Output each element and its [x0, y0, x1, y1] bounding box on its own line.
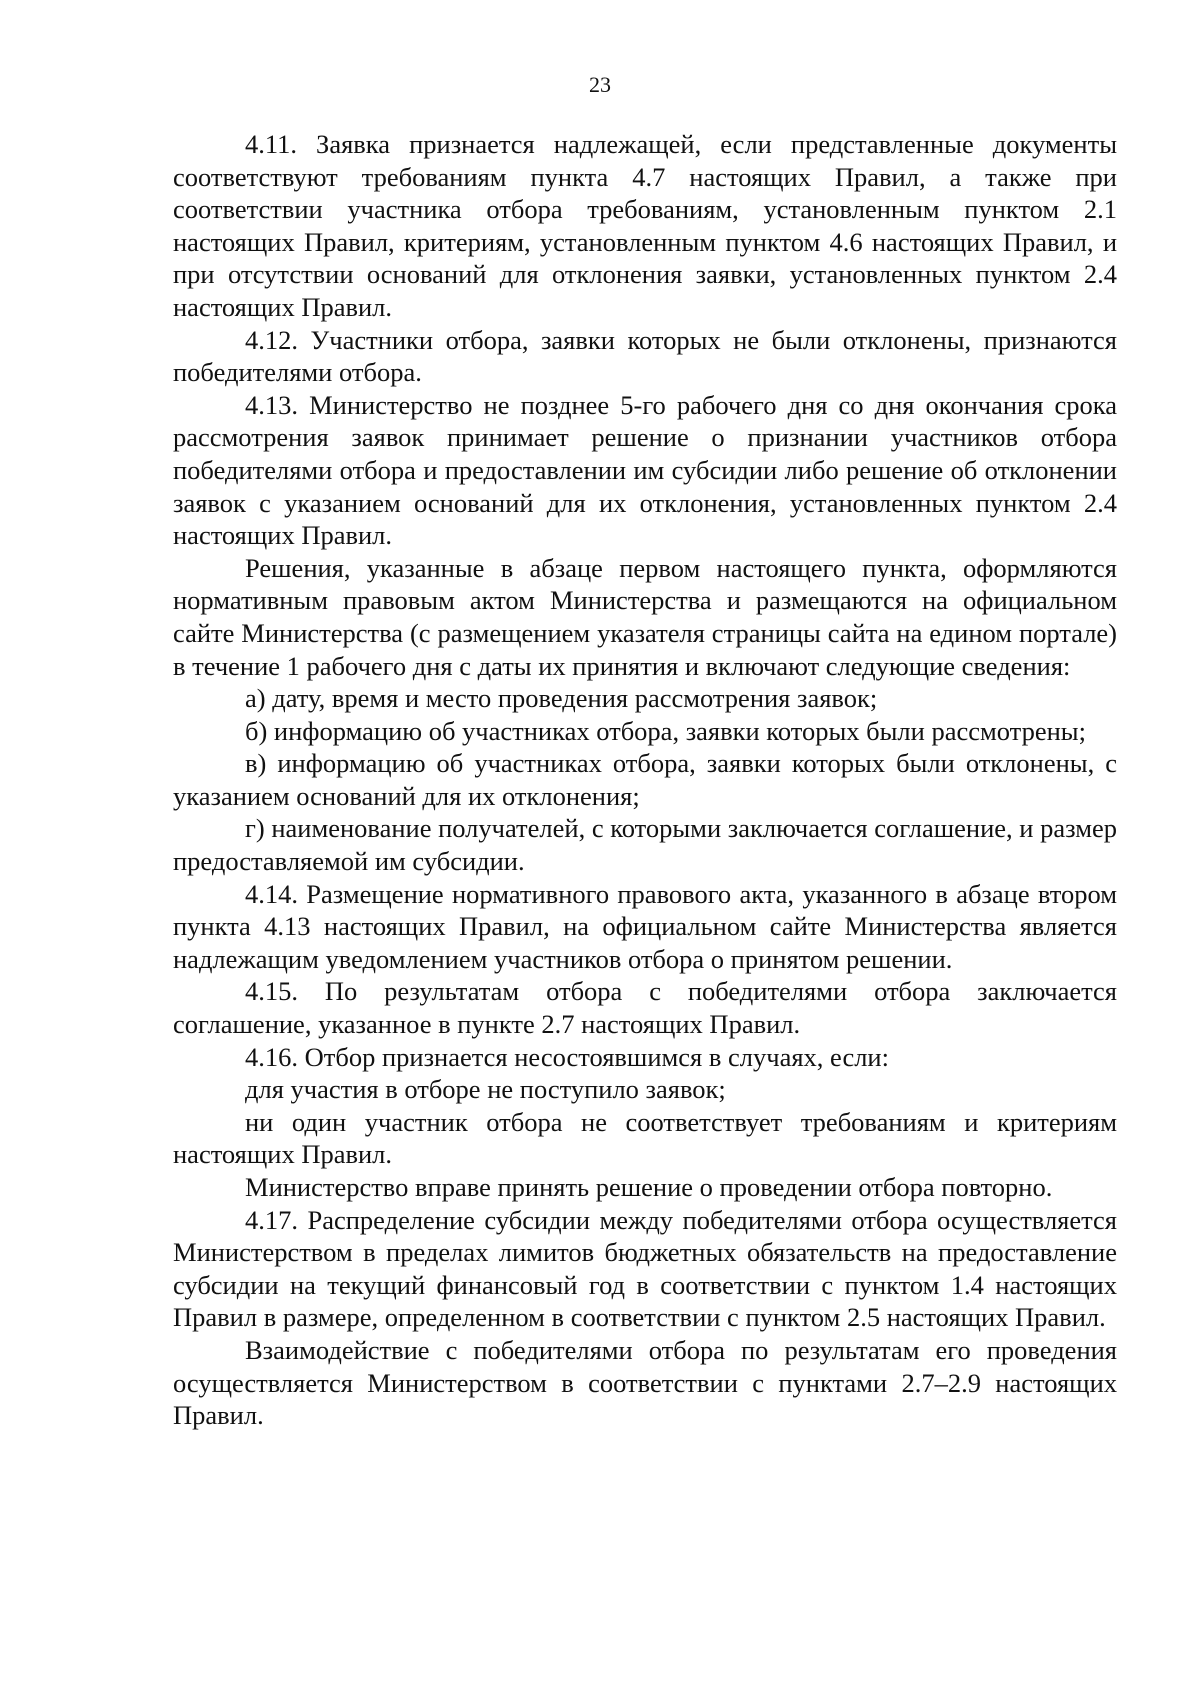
list-item-a: а) дату, время и место проведения рассмотрения заявок; — [245, 683, 878, 714]
paragraph-interaction: Взаимодействие с победителями отбора по результатам его проведения осуществляется Министерством в соответствии с пунктами 2.7–2.9 настоящих Правил. — [173, 1334, 1117, 1431]
paragraph-no-applications: для участия в отборе не поступило заявок; — [245, 1074, 726, 1105]
paragraph-4-16: 4.16. Отбор признается несостоявшимся в случаях, если: — [245, 1041, 889, 1072]
paragraph-4-12: 4.12. Участники отбора, заявки которых не были отклонены, признаются победителями отбора. — [173, 324, 1117, 388]
paragraph-4-17: 4.17. Распределение субсидии между победителями отбора осуществляется Министерством в пределах лимитов бюджетных обязательств на предоставление субсидии на текущий финансовый год в соответствии с пунктом 1.4 настоящих Правил в размере, определенном в соответствии с пунктом 2.5 настоящих Правил. — [173, 1204, 1117, 1333]
list-item-g: г) наименование получателей, с которыми заключается соглашение, и размер предоставляемой им субсидии. — [173, 813, 1117, 877]
paragraph-repeat-selection: Министерство вправе принять решение о проведении отбора повторно. — [245, 1172, 1053, 1202]
list-item-v: в) информацию об участниках отбора, заявки которых были отклонены, с указанием оснований для их отклонения; — [173, 748, 1117, 811]
list-item-b: б) информацию об участниках отбора, заявки которых были рассмотрены; — [245, 715, 1086, 746]
paragraph-decisions: Решения, указанные в абзаце первом настоящего пункта, оформляются нормативным правовым актом Министерства и размещаются на официальном сайте Министерства (с размещением указателя страницы сайта на едином портале) в течение 1 рабочего дня с даты их принятия и включают следующие сведения: — [173, 552, 1117, 681]
paragraph-4-14: 4.14. Размещение нормативного правового акта, указанного в абзаце втором пункта 4.13 настоящих Правил, на официальном сайте Министерства является надлежащим уведомлением участников отбора о принятом решении. — [173, 878, 1117, 974]
paragraph-no-compliant: ни один участник отбора не соответствует требованиям и критериям настоящих Правил. — [173, 1106, 1117, 1170]
paragraph-4-11: 4.11. Заявка признается надлежащей, если представленные документы соответствуют требованиям пункта 4.7 настоящих Правил, а также при соответствии участника отбора требованиям, установленным пунктом 2.1 настоящих Правил, критериям, установленным пунктом 4.6 настоящих Правил, и при отсутствии оснований для отклонения заявки, установленных пунктом 2.4 настоящих Правил. — [173, 129, 1117, 322]
page-number: 23 — [589, 72, 611, 97]
document-body — [173, 128, 1117, 1432]
paragraph-4-15: 4.15. По результатам отбора с победителями отбора заключается соглашение, указанное в пункте 2.7 настоящих Правил. — [173, 976, 1117, 1040]
paragraph-4-13: 4.13. Министерство не позднее 5-го рабочего дня со дня окончания срока рассмотрения заявок принимает решение о признании участников отбора победителями отбора и предоставлении им субсидии либо решение об отклонении заявок с указанием оснований для их отклонения, установленных пунктом 2.4 настоящих Правил. — [173, 389, 1117, 551]
